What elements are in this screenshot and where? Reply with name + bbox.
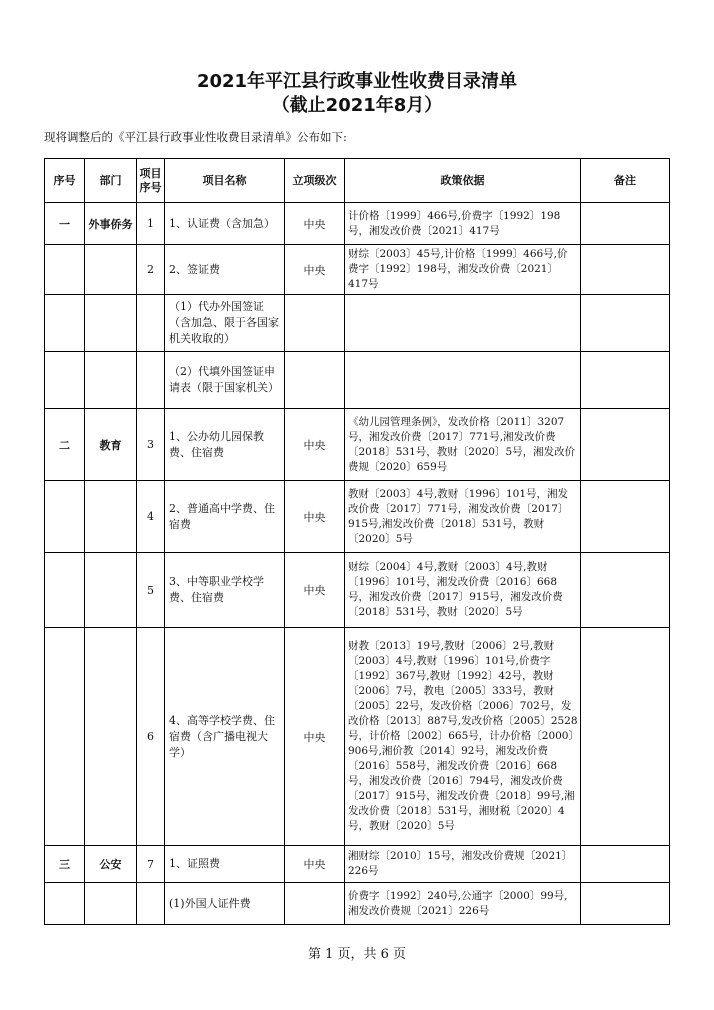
cell-item-no: 7: [137, 846, 165, 883]
header-level: 立项级次: [285, 159, 345, 203]
cell-seq: [45, 883, 85, 925]
intro-text: 现将调整后的《平江县行政事业性收费目录清单》公布如下:: [44, 130, 347, 144]
document-subtitle: （截止2021年8月）: [271, 95, 443, 116]
cell-item-name: 3、中等职业学校学费、住宿费: [165, 553, 285, 628]
cell-basis: [345, 352, 581, 409]
cell-level: 中央: [285, 409, 345, 481]
header-item-no: 项目序号: [137, 159, 165, 203]
cell-remark: [581, 553, 670, 628]
cell-level: 中央: [285, 553, 345, 628]
cell-level: 中央: [285, 481, 345, 553]
cell-basis: 《幼儿园管理条例》，发改价格〔2011〕3207号，湘发改价费〔2017〕771号,湘发改价费〔2018〕531号，教财〔2020〕5号，湘发改价费规〔2020〕659号: [345, 409, 581, 481]
cell-level: 中央: [285, 203, 345, 245]
table-row: [45, 883, 670, 925]
cell-item-no: 5: [137, 553, 165, 628]
cell-basis: 教财〔2003〕4号,教财〔1996〕101号，湘发改价费〔2017〕771号，湘发改价费〔2017〕915号,湘发改价费〔2018〕531号，教财〔2020〕5号: [345, 481, 581, 553]
cell-item-no: 1: [137, 203, 165, 245]
cell-item-name: 1、证照费: [165, 846, 285, 883]
cell-seq: [45, 352, 85, 409]
cell-dept: 外事侨务: [85, 203, 137, 245]
header-remark: 备注: [581, 159, 670, 203]
cell-remark: [581, 203, 670, 245]
cell-seq: [45, 245, 85, 295]
cell-item-name: 2、普通高中学费、住宿费: [165, 481, 285, 553]
cell-item-name: 1、公办幼儿园保教费、住宿费: [165, 409, 285, 481]
table-row: [45, 295, 670, 352]
cell-basis: [345, 295, 581, 352]
cell-remark: [581, 481, 670, 553]
cell-item-name: （1）代办外国签证（含加急、限于各国家机关收取的）: [165, 295, 285, 352]
table-row: [45, 409, 670, 481]
header-row: [45, 159, 670, 203]
cell-basis: 价费字〔1992〕240号,公通字〔2000〕99号,湘发改价费规〔2021〕226号: [345, 883, 581, 925]
cell-seq: [45, 553, 85, 628]
page-footer: 第 1 页，共 6 页: [307, 947, 407, 962]
header-item-name: 项目名称: [165, 159, 285, 203]
cell-item-no: 6: [137, 628, 165, 846]
cell-item-no: 3: [137, 409, 165, 481]
table-row: [45, 352, 670, 409]
cell-item-no: [137, 352, 165, 409]
cell-level: [285, 295, 345, 352]
table-row: [45, 203, 670, 245]
cell-item-no: 2: [137, 245, 165, 295]
cell-dept: [85, 628, 137, 846]
cell-remark: [581, 883, 670, 925]
cell-basis: 财综〔2003〕45号,计价格〔1999〕466号,价费字〔1992〕198号，湘发改价费〔2021〕417号: [345, 245, 581, 295]
cell-seq: [45, 295, 85, 352]
cell-level: [285, 352, 345, 409]
cell-level: 中央: [285, 245, 345, 295]
cell-dept: [85, 245, 137, 295]
cell-remark: [581, 409, 670, 481]
cell-remark: [581, 846, 670, 883]
cell-item-name: 4、高等学校学费、住宿费（含广播电视大学）: [165, 628, 285, 846]
cell-seq: 一: [45, 203, 85, 245]
fee-table: [44, 158, 670, 925]
table-row: [45, 553, 670, 628]
cell-item-name: 2、签证费: [165, 245, 285, 295]
cell-item-no: [137, 295, 165, 352]
cell-seq: 二: [45, 409, 85, 481]
cell-item-no: 4: [137, 481, 165, 553]
document-title: 2021年平江县行政事业性收费目录清单: [196, 71, 518, 92]
cell-dept: 公安: [85, 846, 137, 883]
cell-remark: [581, 295, 670, 352]
cell-level: 中央: [285, 628, 345, 846]
header-seq: 序号: [45, 159, 85, 203]
cell-item-name: (1)外国人证件费: [165, 883, 285, 925]
table-row: [45, 628, 670, 846]
cell-item-no: [137, 883, 165, 925]
cell-dept: [85, 481, 137, 553]
cell-seq: [45, 628, 85, 846]
cell-basis: 计价格〔1999〕466号,价费字〔1992〕198号，湘发改价费〔2021〕417号: [345, 203, 581, 245]
cell-dept: [85, 352, 137, 409]
cell-dept: [85, 553, 137, 628]
cell-seq: [45, 481, 85, 553]
cell-basis: 财综〔2004〕4号,教财〔2003〕4号,教财〔1996〕101号，湘发改价费〔2016〕668号，湘发改价费〔2017〕915号，湘发改价费〔2018〕531号，教财〔2020〕5号: [345, 553, 581, 628]
cell-basis: 湘财综〔2010〕15号，湘发改价费规〔2021〕226号: [345, 846, 581, 883]
header-basis: 政策依据: [345, 159, 581, 203]
cell-dept: [85, 883, 137, 925]
cell-remark: [581, 352, 670, 409]
table-row: [45, 481, 670, 553]
cell-dept: 教育: [85, 409, 137, 481]
cell-basis: 财教〔2013〕19号,教财〔2006〕2号,教财〔2003〕4号,教财〔1996〕101号,价费字〔1992〕367号,教财〔1992〕42号，教财〔2006〕7号，教电〔2005〕333号，教财〔2005〕22号，发改价格〔2006〕702号，发改价格〔2013〕887号,发改价格〔2005〕2528号，计价格〔2002〕665号，计办价格〔2000〕906号,湘价教〔2014〕92号，湘发改价费〔2016〕558号，湘发改价费〔2016〕668号，湘发改价费〔2016〕794号，湘发改价费〔2017〕915号，湘发改价费〔2018〕99号,湘发改价费〔2018〕531号，湘财税〔2020〕4号，教财〔2020〕5号: [345, 628, 581, 846]
header-dept: 部门: [85, 159, 137, 203]
cell-remark: [581, 628, 670, 846]
cell-seq: 三: [45, 846, 85, 883]
cell-remark: [581, 245, 670, 295]
table-row: [45, 846, 670, 883]
cell-dept: [85, 295, 137, 352]
cell-level: 中央: [285, 846, 345, 883]
table-row: [45, 245, 670, 295]
cell-item-name: 1、认证费（含加急）: [165, 203, 285, 245]
cell-item-name: （2）代填外国签证申请表（限于国家机关）: [165, 352, 285, 409]
cell-level: [285, 883, 345, 925]
